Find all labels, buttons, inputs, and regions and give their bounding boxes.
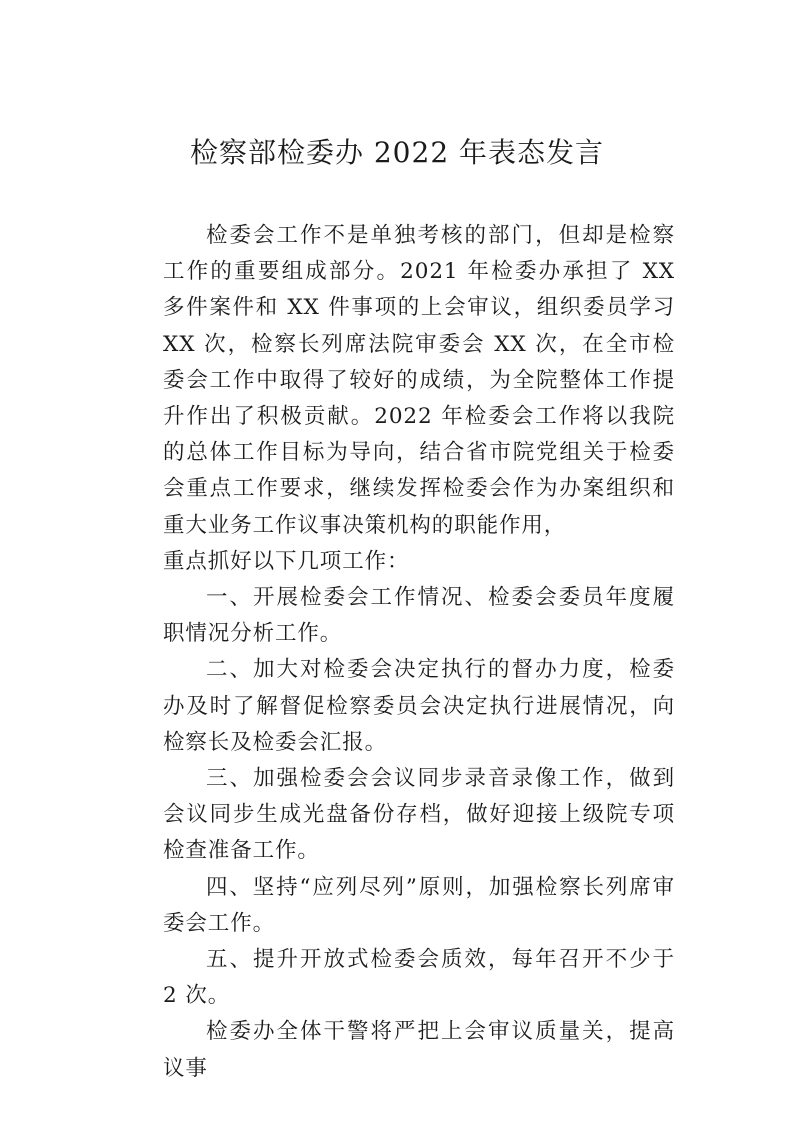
paragraph-item-5: 五、提升开放式检委会质效，每年召开不少于 2 次。: [163, 947, 675, 1009]
paragraph-intro: 检委会工作不是单独考核的部门，但却是检察工作的重要组成部分。2021 年检委办承担了 XX 多件案件和 XX 件事项的上会审议，组织委员学习 XX 次，检察长列席法院审委会 XX 次，在全市检委会工作中取得了较好的成绩，为全院整体工作提升作出了积极贡献。2022 年检委会工作将以我院的总体工作目标为导向，结合省市院党组关于检委会重点工作要求，继续发挥检委会作为办案组织和重大业务工作议事决策机构的职能作用，: [163, 223, 675, 538]
paragraph-item-2: 二、加大对检委会决定执行的督办力度，检委办及时了解督促检察委员会决定执行进展情况，向检察长及检委会汇报。: [163, 657, 675, 755]
paragraph-item-1: 一、开展检委会工作情况、检委会委员年度履职情况分析工作。: [163, 585, 675, 647]
paragraph-item-3: 三、加强检委会会议同步录音录像工作，做到会议同步生成光盘备份存档，做好迎接上级院专项检查准备工作。: [163, 766, 675, 864]
document-body: [163, 218, 675, 1087]
paragraph-key-tasks: 重点抓好以下几项工作：: [163, 548, 410, 574]
document-title: 检察部检委办 2022 年表态发言: [189, 136, 605, 169]
paragraph-closing: 检委办全体干警将严把上会审议质量关，提高议事: [163, 1019, 675, 1081]
paragraph-item-4: 四、坚持“应列尽列”原则，加强检察长列席审委会工作。: [163, 874, 675, 936]
